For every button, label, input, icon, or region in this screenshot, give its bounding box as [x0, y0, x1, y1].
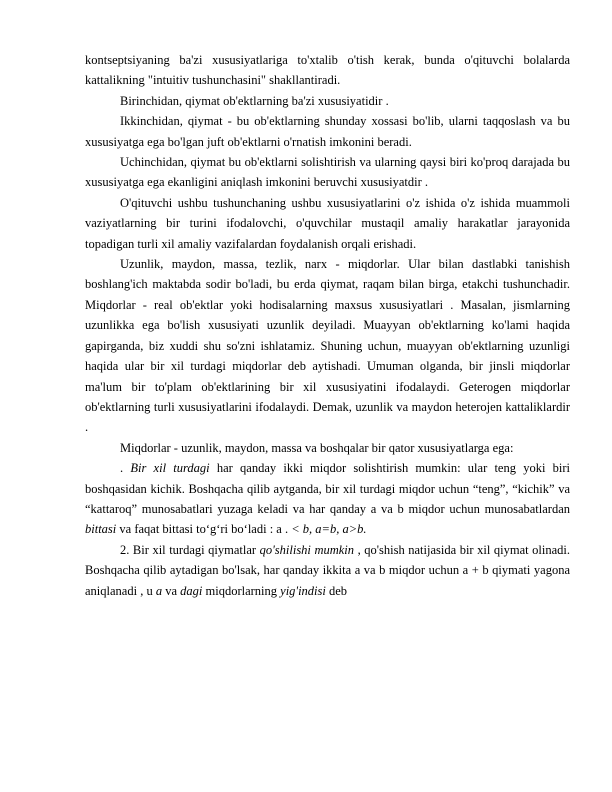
paragraph-properties-intro	[85, 438, 570, 458]
paragraph-addition	[85, 540, 570, 601]
text-segment-italic: qo'shilishi mumkin	[259, 542, 355, 557]
text-segment: miqdorlarning	[202, 583, 281, 598]
text-segment-italic: < b, a=b, a>b.	[291, 522, 367, 537]
paragraph-teacher	[85, 193, 570, 254]
paragraph-comparison	[85, 458, 570, 540]
text-segment-italic: yig'indisi	[280, 583, 326, 598]
text-segment-italic: a	[155, 583, 163, 598]
paragraph-quantities	[85, 254, 570, 438]
text-segment: va	[162, 583, 181, 598]
text-segment-italic: dagi	[180, 583, 203, 598]
text-segment: kontseptsiyaning ba'zi xususiyatlariga to'xtalib o'tish kerak, bunda o'qituvchi bolalarda kattalikning "intuitiv tushunchasini" shakllantiradi.	[85, 53, 570, 88]
text-segment: deb	[325, 583, 348, 598]
paragraph-second-property	[85, 111, 570, 152]
text-segment-italic: Bir xil turdagi	[130, 461, 210, 476]
text-segment: Ikkinchidan, qiymat - bu ob'ektlarning shunday xossasi bo'lib, ularni taqqoslash va bu xususiyatga ega bo'lgan juft ob'ektlarni o'rnatish imkonini beradi.	[85, 114, 570, 149]
text-segment: va faqat bittasi to‘g‘ri bo‘ladi : a .	[116, 522, 292, 537]
document-page	[85, 50, 570, 601]
text-segment: Uchinchidan, qiymat bu ob'ektlarni solishtirish va ularning qaysi biri ko'proq darajada bu xususiyatga ega ekanligini aniqlash imkonini beruvchi xususiyatdir .	[85, 155, 570, 190]
text-segment-italic: bittasi	[85, 522, 117, 537]
text-segment: Miqdorlar - uzunlik, maydon, massa va boshqalar bir qator xususiyatlarga ega:	[120, 440, 514, 455]
paragraph-third-property	[85, 152, 570, 193]
text-segment: Birinchidan, qiymat ob'ektlarning ba'zi xususiyatidir .	[120, 93, 389, 108]
text-segment: har qanday ikki miqdor solishtirish mumkin: ular teng yoki biri boshqasidan kichik. Boshqacha qilib aytganda, bir xil turdagi miqdor uchun “teng”, “kichik” va “kattaroq” munosabatlari yuzaga keladi va har qanday a va b miqdor uchun munosabatlardan	[85, 461, 570, 516]
text-segment: O'qituvchi ushbu tushunchaning ushbu xususiyatlarini o'z ishida o'z ishida muammoli vaziyatlarning bir turini ifodalovchi, o'quvchilar mustaqil amaliy harakatlar jarayonida topadigan turli xil amaliy vazifalardan foydalanish orqali erishadi.	[85, 195, 570, 251]
paragraph-first-property	[85, 91, 570, 111]
text-segment: , qo'shish natijasida bir xil qiymat olinadi. Boshqacha qilib aytadigan bo'lsak, har qanday ikkita a va b miqdor uchun a + b qiymati yagona aniqlanadi , u	[85, 542, 570, 598]
text-segment: Uzunlik, maydon, massa, tezlik, narx - miqdorlar. Ular bilan dastlabki tanishish boshlang'ich maktabda sodir bo'ladi, bu erda qiymat, raqam bilan birga, etakchi tushunchadir. Miqdorlar - real ob'ektlar yoki hodisalarning maxsus xususiyatlari . Masalan, jismlarning uzunlikka ega bo'lish xususiyati uzunlik deyiladi. Muayyan ob'ektlarning ko'lami haqida gapirganda, biz xuddi shu so'zni ishlatamiz. Shuning uchun, muayyan ob'ektlarning uzunligi haqida ular bir xil turdagi miqdorlar deb aytishadi. Umuman olganda, bir jinsli miqdorlar ma'lum bir to'plam ob'ektlarining bir xil xususiyatini ifodalaydi. Geterogen miqdorlar ob'ektlarning turli xususiyatlarini ifodalaydi. Demak, uzunlik va maydon heterojen kattaliklardir .	[85, 257, 570, 435]
text-segment: 2. Bir xil turdagi qiymatlar	[120, 542, 260, 557]
text-segment: .	[120, 461, 131, 476]
paragraph-intro	[85, 50, 570, 91]
